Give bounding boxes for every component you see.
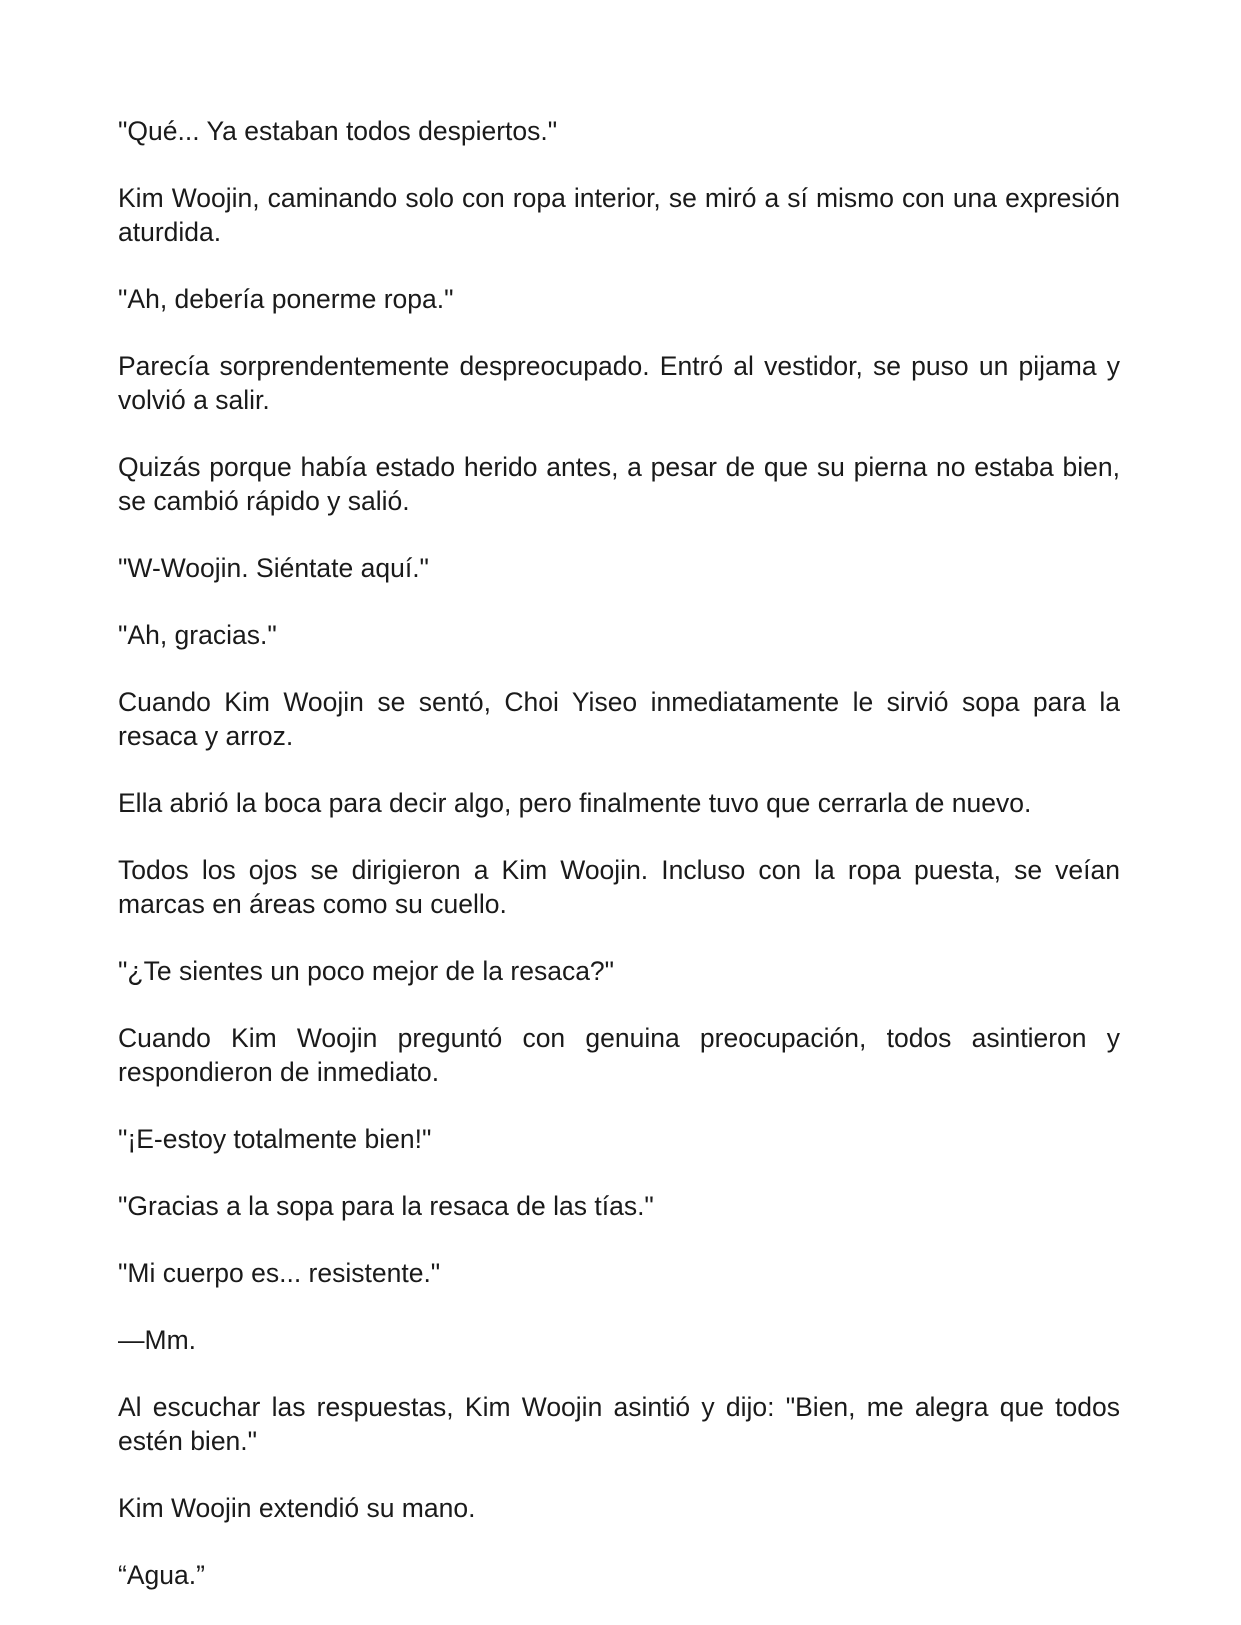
paragraph: "Gracias a la sopa para la resaca de las tías.": [118, 1191, 654, 1221]
paragraph: "W-Woojin. Siéntate aquí.": [118, 553, 429, 583]
paragraph: "Ah, gracias.": [118, 620, 277, 650]
paragraph: Parecía sorprendentemente despreocupado. Entró al vestidor, se puso un pijama y volvió a salir.: [118, 351, 1120, 415]
paragraph: "Qué... Ya estaban todos despiertos.": [118, 116, 558, 146]
paragraph: Todos los ojos se dirigieron a Kim Woojin. Incluso con la ropa puesta, se veían marcas en áreas como su cuello.: [118, 855, 1120, 919]
paragraph: Quizás porque había estado herido antes, a pesar de que su pierna no estaba bien, se cambió rápido y salió.: [118, 452, 1120, 516]
paragraph: Cuando Kim Woojin preguntó con genuina preocupación, todos asintieron y respondieron de inmediato.: [118, 1023, 1120, 1087]
paragraph: Kim Woojin extendió su mano.: [118, 1493, 476, 1523]
paragraph: "Mi cuerpo es... resistente.": [118, 1258, 441, 1288]
paragraph: Ella abrió la boca para decir algo, pero finalmente tuvo que cerrarla de nuevo.: [118, 788, 1032, 818]
paragraph: Al escuchar las respuestas, Kim Woojin asintió y dijo: "Bien, me alegra que todos estén bien.": [118, 1392, 1120, 1456]
paragraph: Cuando Kim Woojin se sentó, Choi Yiseo inmediatamente le sirvió sopa para la resaca y arroz.: [118, 687, 1120, 751]
text-body: [118, 114, 1120, 1625]
paragraph: "¿Te sientes un poco mejor de la resaca?": [118, 956, 615, 986]
paragraph: Kim Woojin, caminando solo con ropa interior, se miró a sí mismo con una expresión aturdida.: [118, 183, 1120, 247]
paragraph: —Mm.: [118, 1325, 197, 1355]
paragraph: "Ah, debería ponerme ropa.": [118, 284, 454, 314]
paragraph: “Agua.”: [118, 1560, 205, 1590]
paragraph: "¡E-estoy totalmente bien!": [118, 1124, 432, 1154]
